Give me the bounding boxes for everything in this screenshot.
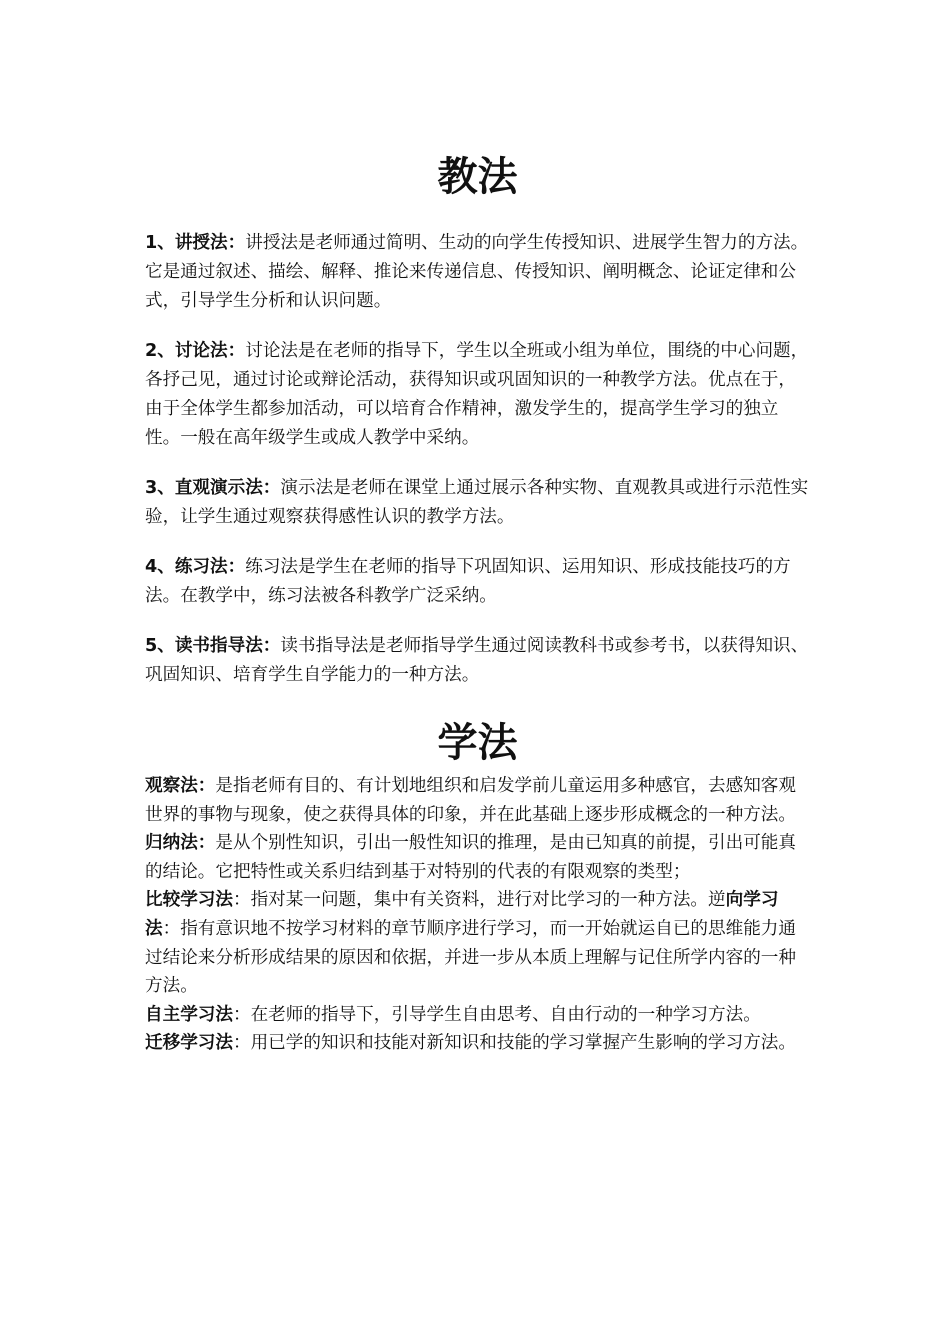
transfer-text: ：用已学的知识和技能对新知识和技能的学习掌握产生影响的学习方法。	[232, 1033, 796, 1054]
reverse-text: ：指有意识地不按学习材料的章节顺序进行学习，而一开始就运自已的思维能力通过结论来分析形成结果的原因和依据，并进一步从本质上理解与记住所学内容的一种方法。	[145, 918, 796, 997]
method-text: 练习法是学生在老师的指导下巩固知识、运用知识、形成技能技巧的方法。在教学中，练习法被各科教学广泛采纳。	[145, 557, 791, 606]
self-text: ：在老师的指导下，引导学生自由思考、自由行动的一种学习方法。	[232, 1004, 761, 1025]
compare-label: 比较学习法	[145, 890, 233, 911]
teaching-method-paragraph	[145, 632, 810, 690]
teaching-methods-section	[145, 229, 810, 711]
learning-heading: 学法	[437, 720, 518, 766]
teaching-heading: 教法	[437, 154, 518, 200]
learning-methods-section	[145, 772, 810, 1058]
observe-label: 观察法：	[145, 776, 216, 796]
teaching-method-paragraph	[145, 229, 810, 316]
method-text: 讲授法是老师通过简明、生动的向学生传授知识、进展学生智力的方法。它是通过叙述、描绘、解释、推论来传递信息、传授知识、阐明概念、论证定律和公式，引导学生分析和认识问题。	[145, 233, 809, 311]
method-text: 读书指导法是老师指导学生通过阅读教科书或参考书，以获得知识、巩固知识、培育学生自学能力的一种方法。	[145, 636, 809, 685]
induct-label: 归纳法：	[145, 833, 216, 854]
learning-method-paragraph	[145, 886, 810, 1000]
transfer-label: 迁移学习法	[145, 1033, 233, 1054]
learning-method-paragraph	[145, 1029, 810, 1058]
learning-method-paragraph	[145, 1001, 810, 1030]
learning-method-paragraph	[145, 829, 810, 886]
method-text: 讨论法是在老师的指导下，学生以全班或小组为单位，围绕的中心问题，各抒己见，通过讨论或辩论活动，获得知识或巩固知识的一种教学方法。优点在于，由于全体学生都参加活动，可以培育合作精神，激发学生的，提高学生学习的独立性。一般在高年级学生或成人教学中采纳。	[145, 341, 809, 448]
teaching-method-paragraph	[145, 474, 810, 532]
compare-text: ：指对某一问题，集中有关资料，进行对比学习的一种方法。逆	[232, 890, 726, 911]
induct-text: 是从个别性知识，引出一般性知识的推理，是由已知真的前提，引出可能真的结论。它把特性或关系归结到基于对特别的代表的有限观察的类型；	[145, 833, 796, 882]
method-label: 5、读书指导法：	[145, 636, 281, 656]
method-label: 1、讲授法：	[145, 233, 246, 253]
method-text: 演示法是老师在课堂上通过展示各种实物、直观教具或进行示范性实验，让学生通过观察获得感性认识的教学方法。	[145, 478, 809, 527]
self-label: 自主学习法	[145, 1004, 233, 1025]
teaching-method-paragraph	[145, 553, 810, 611]
learning-method-paragraph	[145, 772, 810, 829]
observe-text: 是指老师有目的、有计划地组织和启发学前儿童运用多种感官，去感知客观世界的事物与现象，使之获得具体的印象，并在此基础上逐步形成概念的一种方法。	[145, 776, 796, 825]
teaching-method-paragraph	[145, 337, 810, 453]
method-label: 4、练习法：	[145, 557, 246, 577]
method-label: 2、讨论法：	[145, 341, 246, 361]
method-label: 3、直观演示法：	[145, 478, 281, 498]
reverse-label: 向学习法	[145, 890, 779, 939]
